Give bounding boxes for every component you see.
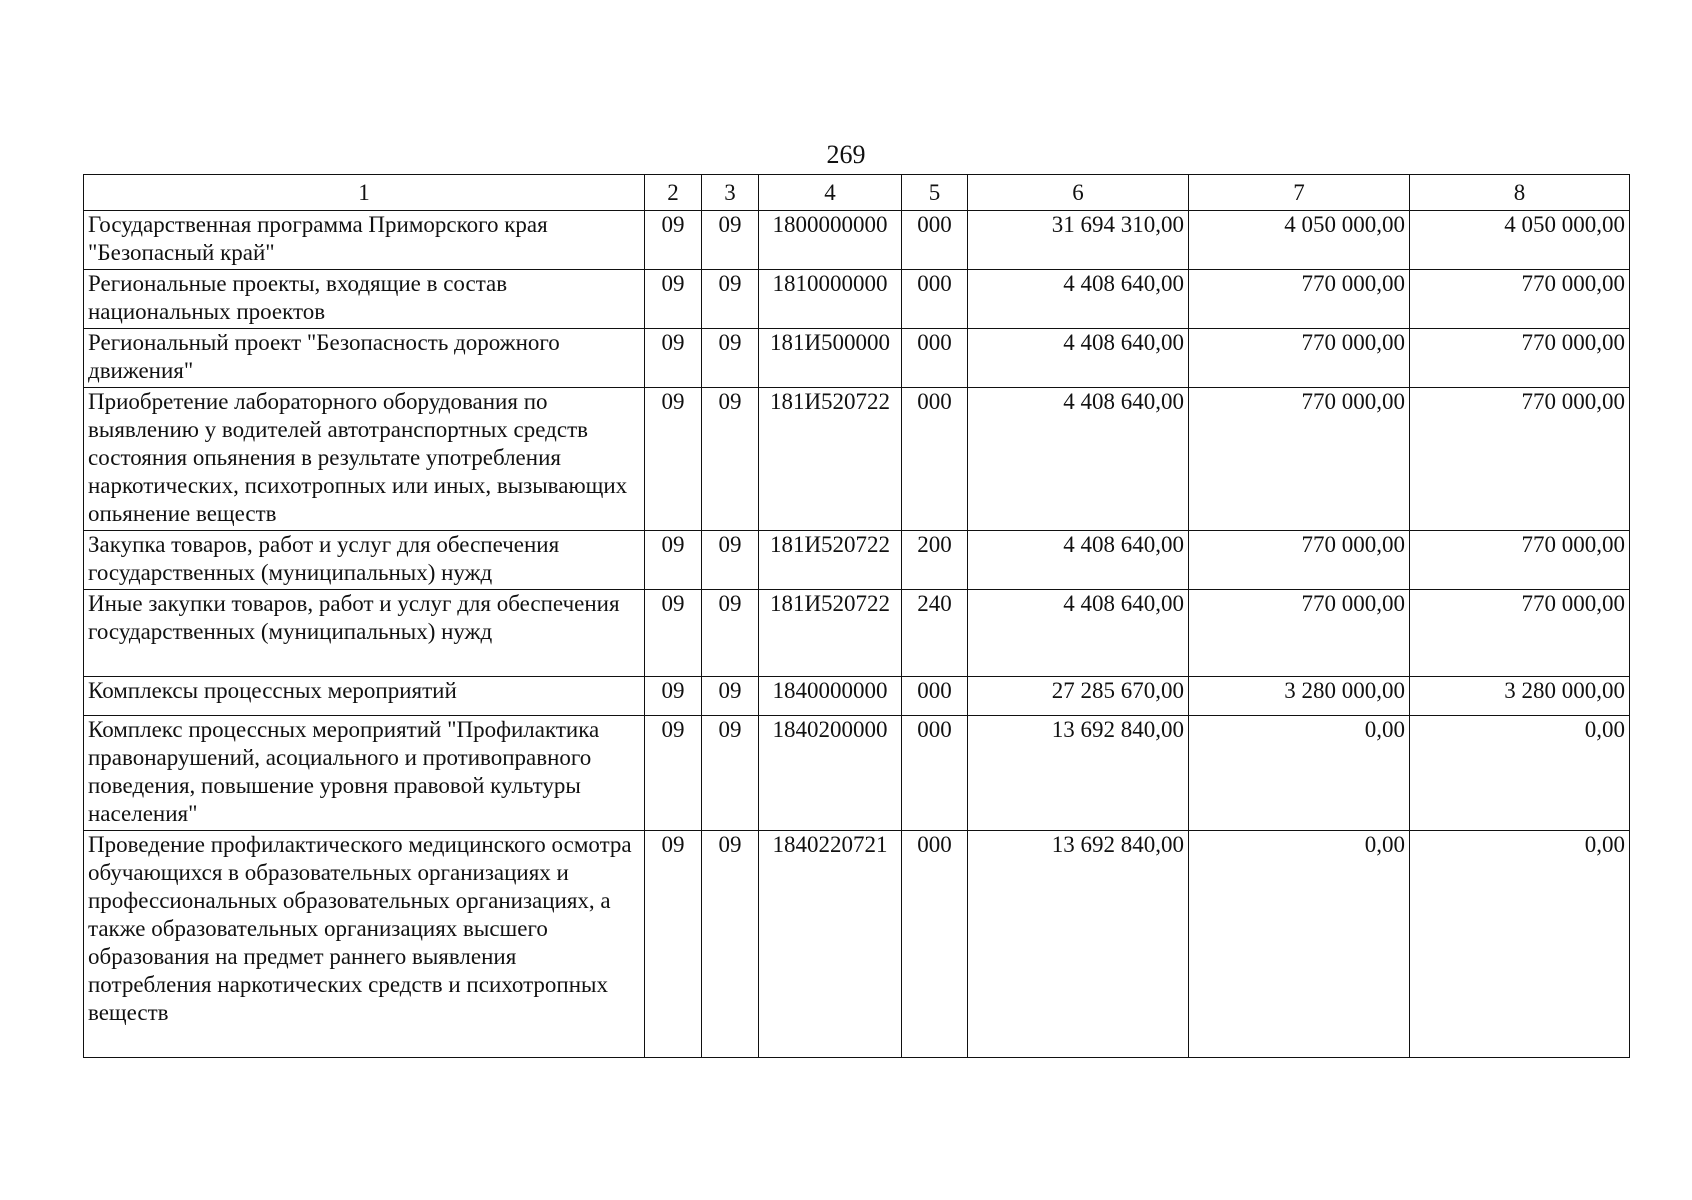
row-subsection: 09 bbox=[702, 270, 759, 329]
row-expense-type: 000 bbox=[902, 831, 968, 1058]
header-col-8: 8 bbox=[1410, 175, 1630, 211]
row-amount-1: 27 285 670,00 bbox=[968, 677, 1189, 716]
row-amount-1: 31 694 310,00 bbox=[968, 211, 1189, 270]
table-row bbox=[84, 531, 1630, 590]
table-row bbox=[84, 716, 1630, 831]
row-section: 09 bbox=[645, 677, 702, 716]
row-amount-2: 4 050 000,00 bbox=[1189, 211, 1410, 270]
row-expense-type: 000 bbox=[902, 329, 968, 388]
row-target-code: 1800000000 bbox=[759, 211, 902, 270]
table-row bbox=[84, 677, 1630, 716]
row-target-code: 1840200000 bbox=[759, 716, 902, 831]
table-row bbox=[84, 590, 1630, 677]
row-name: Региональный проект "Безопасность дорожного движения" bbox=[84, 329, 645, 388]
row-expense-type: 000 bbox=[902, 388, 968, 531]
table-row bbox=[84, 388, 1630, 531]
row-expense-type: 240 bbox=[902, 590, 968, 677]
row-name: Закупка товаров, работ и услуг для обеспечения государственных (муниципальных) нужд bbox=[84, 531, 645, 590]
row-amount-2: 770 000,00 bbox=[1189, 388, 1410, 531]
row-section: 09 bbox=[645, 531, 702, 590]
row-amount-3: 0,00 bbox=[1410, 831, 1630, 1058]
header-row bbox=[84, 175, 1630, 211]
row-amount-3: 0,00 bbox=[1410, 716, 1630, 831]
row-amount-2: 0,00 bbox=[1189, 716, 1410, 831]
table-row bbox=[84, 831, 1630, 1058]
header-col-4: 4 bbox=[759, 175, 902, 211]
row-target-code: 181И500000 bbox=[759, 329, 902, 388]
row-expense-type: 000 bbox=[902, 716, 968, 831]
table-row bbox=[84, 270, 1630, 329]
row-expense-type: 000 bbox=[902, 677, 968, 716]
row-amount-2: 770 000,00 bbox=[1189, 270, 1410, 329]
header-col-2: 2 bbox=[645, 175, 702, 211]
header-col-5: 5 bbox=[902, 175, 968, 211]
row-section: 09 bbox=[645, 211, 702, 270]
row-section: 09 bbox=[645, 716, 702, 831]
row-target-code: 1840000000 bbox=[759, 677, 902, 716]
row-amount-3: 3 280 000,00 bbox=[1410, 677, 1630, 716]
row-subsection: 09 bbox=[702, 677, 759, 716]
row-amount-2: 0,00 bbox=[1189, 831, 1410, 1058]
row-amount-3: 770 000,00 bbox=[1410, 590, 1630, 677]
row-amount-1: 13 692 840,00 bbox=[968, 716, 1189, 831]
row-name: Иные закупки товаров, работ и услуг для обеспечения государственных (муниципальных) нужд bbox=[84, 590, 645, 677]
row-name: Комплексы процессных мероприятий bbox=[84, 677, 645, 716]
header-col-6: 6 bbox=[968, 175, 1189, 211]
header-col-1: 1 bbox=[84, 175, 645, 211]
row-section: 09 bbox=[645, 831, 702, 1058]
row-name: Приобретение лабораторного оборудования по выявлению у водителей автотранспортных средств состояния опьянения в результате употребления наркотических, психотропных или иных, вызывающих опьянение веществ bbox=[84, 388, 645, 531]
row-amount-2: 770 000,00 bbox=[1189, 590, 1410, 677]
row-subsection: 09 bbox=[702, 211, 759, 270]
row-subsection: 09 bbox=[702, 590, 759, 677]
row-amount-1: 13 692 840,00 bbox=[968, 831, 1189, 1058]
row-amount-1: 4 408 640,00 bbox=[968, 270, 1189, 329]
row-section: 09 bbox=[645, 590, 702, 677]
row-amount-2: 770 000,00 bbox=[1189, 531, 1410, 590]
row-expense-type: 000 bbox=[902, 211, 968, 270]
row-subsection: 09 bbox=[702, 716, 759, 831]
row-subsection: 09 bbox=[702, 531, 759, 590]
row-section: 09 bbox=[645, 270, 702, 329]
row-amount-3: 4 050 000,00 bbox=[1410, 211, 1630, 270]
row-subsection: 09 bbox=[702, 388, 759, 531]
page-number: 269 bbox=[826, 140, 866, 169]
row-expense-type: 200 bbox=[902, 531, 968, 590]
table-row bbox=[84, 211, 1630, 270]
row-amount-3: 770 000,00 bbox=[1410, 270, 1630, 329]
row-amount-3: 770 000,00 bbox=[1410, 329, 1630, 388]
header-col-7: 7 bbox=[1189, 175, 1410, 211]
row-target-code: 181И520722 bbox=[759, 590, 902, 677]
row-amount-3: 770 000,00 bbox=[1410, 388, 1630, 531]
row-amount-1: 4 408 640,00 bbox=[968, 590, 1189, 677]
row-expense-type: 000 bbox=[902, 270, 968, 329]
row-amount-1: 4 408 640,00 bbox=[968, 388, 1189, 531]
table-row bbox=[84, 329, 1630, 388]
row-subsection: 09 bbox=[702, 329, 759, 388]
row-name: Проведение профилактического медицинского осмотра обучающихся в образовательных организациях и профессиональных образовательных организациях, а также образовательных организациях высшего образования на предмет раннего выявления потребления наркотических средств и психотропных веществ bbox=[84, 831, 645, 1058]
row-name: Государственная программа Приморского края "Безопасный край" bbox=[84, 211, 645, 270]
header-col-3: 3 bbox=[702, 175, 759, 211]
budget-table bbox=[83, 174, 1630, 1058]
row-amount-1: 4 408 640,00 bbox=[968, 329, 1189, 388]
row-section: 09 bbox=[645, 388, 702, 531]
row-subsection: 09 bbox=[702, 831, 759, 1058]
row-amount-1: 4 408 640,00 bbox=[968, 531, 1189, 590]
row-name: Комплекс процессных мероприятий "Профилактика правонарушений, асоциального и противоправного поведения, повышение уровня правовой культуры населения" bbox=[84, 716, 645, 831]
row-section: 09 bbox=[645, 329, 702, 388]
row-amount-3: 770 000,00 bbox=[1410, 531, 1630, 590]
row-amount-2: 770 000,00 bbox=[1189, 329, 1410, 388]
row-name: Региональные проекты, входящие в состав национальных проектов bbox=[84, 270, 645, 329]
row-target-code: 1840220721 bbox=[759, 831, 902, 1058]
row-target-code: 1810000000 bbox=[759, 270, 902, 329]
row-target-code: 181И520722 bbox=[759, 388, 902, 531]
row-target-code: 181И520722 bbox=[759, 531, 902, 590]
row-amount-2: 3 280 000,00 bbox=[1189, 677, 1410, 716]
